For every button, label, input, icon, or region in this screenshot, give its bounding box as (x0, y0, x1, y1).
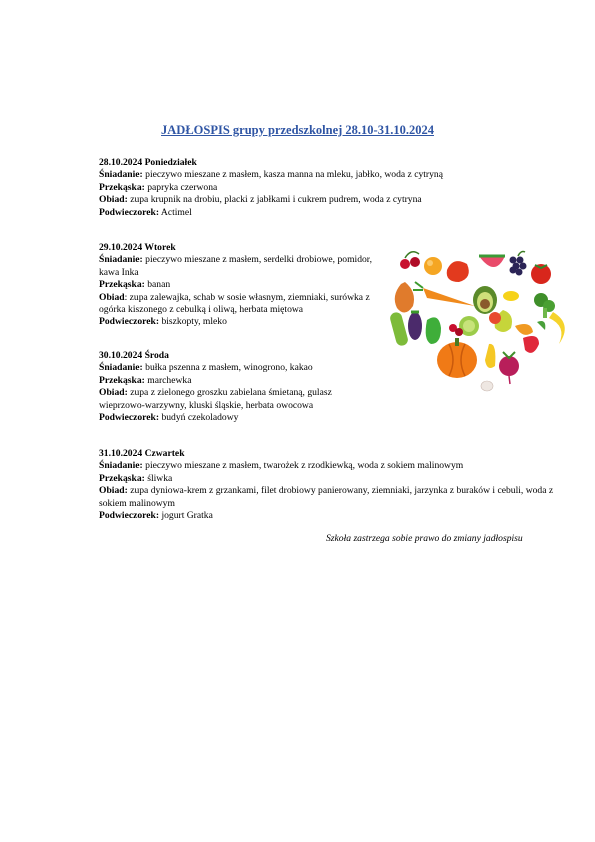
snack-label: Przekąska: (99, 181, 145, 193)
tea-label: Podwieczorek: (99, 316, 160, 328)
tea-label: Podwieczorek: (99, 510, 160, 522)
lunch-text: zupa z zielonego groszku zabielana śmietaną, gulasz wieprzowo-warzywny, kluski śląskie, herbata owocowa (99, 387, 332, 411)
lunch-text: : zupa zalewajka, schab w sosie własnym, ziemniaki, surówka z ogórka kiszonego z cebulką i oliwą, herbata miętowa (99, 291, 370, 316)
fruit-vegetable-heart-icon (383, 248, 578, 398)
day-tuesday (99, 242, 374, 329)
lunch-text: zupa krupnik na drobiu, placki z jabłkami i cukrem pudrem, woda z cytryna (130, 194, 422, 206)
breakfast-text: bułka pszenna z masłem, winogrono, kakao (145, 362, 313, 374)
lunch-text: zupa dyniowa-krem z grzankami, filet drobiowy panierowany, ziemniaki, jarzynka z buraków i cebuli, woda z sokiem malinowym (99, 485, 554, 509)
snack-text: papryka czerwona (147, 181, 218, 193)
snack-text: śliwka (147, 472, 173, 484)
day-thursday (99, 448, 569, 522)
snack-text: marchewka (147, 374, 192, 386)
lunch-label: Obiad (99, 291, 125, 303)
breakfast-label: Śniadanie: (99, 362, 143, 374)
breakfast-text: pieczywo mieszane z masłem, serdelki drobiowe, pomidor, kawa Inka (99, 254, 373, 278)
tea-text: jogurt Gratka (161, 510, 213, 522)
breakfast-label: Śniadanie: (99, 460, 143, 472)
breakfast-label: Śniadanie: (99, 254, 143, 266)
page-title: JADŁOSPIS grupy przedszkolnej 28.10-31.10.2024 (161, 123, 434, 137)
tea-text: budyń czekoladowy (161, 412, 239, 424)
day-header: 28.10.2024 Poniedziałek (99, 157, 197, 168)
snack-text: banan (147, 279, 171, 291)
breakfast-text: pieczywo mieszane z masłem, twarożek z rzodkiewką, woda z sokiem malinowym (145, 460, 464, 472)
lunch-label: Obiad: (99, 194, 128, 206)
tea-label: Podwieczorek: (99, 412, 160, 424)
snack-label: Przekąska: (99, 374, 145, 386)
day-monday (99, 157, 499, 219)
tea-label: Podwieczorek: (99, 206, 160, 218)
snack-label: Przekąska: (99, 279, 145, 291)
lunch-label: Obiad: (99, 387, 128, 399)
breakfast-label: Śniadanie: (99, 169, 143, 181)
day-header: 29.10.2024 Wtorek (99, 242, 176, 253)
snack-label: Przekąska: (99, 472, 145, 484)
day-header: 30.10.2024 Środa (99, 350, 169, 361)
day-header: 31.10.2024 Czwartek (99, 448, 185, 459)
day-wednesday (99, 350, 374, 424)
breakfast-text: pieczywo mieszane z masłem, kasza manna na mleku, jabłko, woda z cytryną (145, 169, 443, 181)
lunch-label: Obiad: (99, 485, 128, 497)
disclaimer-note: Szkoła zastrzega sobie prawo do zmiany jadłospisu (326, 533, 523, 544)
tea-text: Actimel (160, 206, 192, 218)
tea-text: biszkopty, mleko (161, 316, 227, 328)
